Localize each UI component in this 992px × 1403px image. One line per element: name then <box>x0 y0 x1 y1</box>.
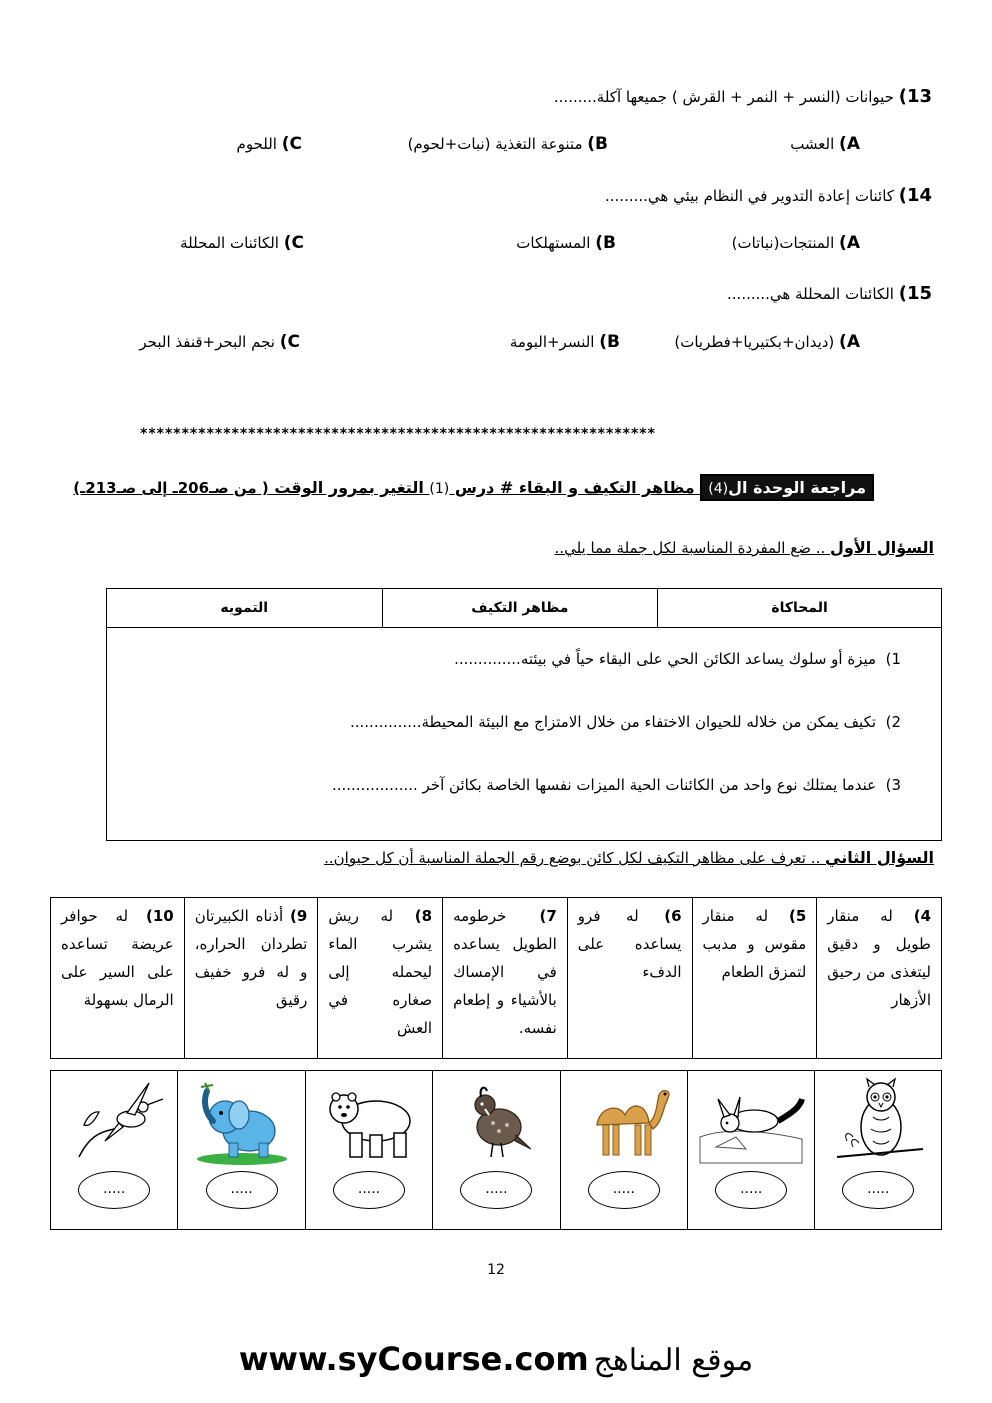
statement-10: 10) له حوافر عريضة تساعده على السير على الرمال بسهولة <box>51 898 185 1059</box>
section1-heading <box>555 538 934 557</box>
section2-heading <box>324 848 934 867</box>
option-a[interactable]: A) (ديدان+بكتيريا+فطريات) <box>674 332 860 352</box>
question-14 <box>605 185 932 206</box>
answer-oval[interactable]: ..... <box>333 1171 405 1209</box>
question-text: الكائنات المحللة هي......... <box>727 285 899 303</box>
quail-icon <box>441 1077 551 1165</box>
word-adaptation[interactable]: مظاهر التكيف <box>382 589 658 628</box>
question-number: 15) <box>898 283 932 304</box>
animal-camel <box>560 1071 687 1230</box>
page-number: 12 <box>487 1262 505 1278</box>
sentence-1[interactable]: 1) ميزة أو سلوك يساعد الكائن الحي على البقاء حياً في بيئته.............. <box>454 650 901 668</box>
statement-9: 9) أذناه الكبيرتان تطردان الحراره، و له فرو خفيف رقيق <box>184 898 318 1059</box>
statement-8: 8) له ريش يشرب الماء ليحمله إلى صغاره في العش <box>318 898 443 1059</box>
option-a[interactable]: A) العشب <box>790 134 860 154</box>
adaptations-table <box>50 897 942 1059</box>
sentence-2[interactable]: 2) تكيف يمكن من خلاله للحيوان الاختفاء من خلال الامتزاج مع البيئة المحيطة............... <box>349 713 901 731</box>
option-b[interactable]: B) متنوعة التغذية (نبات+لحوم) <box>407 134 608 154</box>
answer-oval[interactable]: ..... <box>206 1171 278 1209</box>
owl-icon <box>823 1077 933 1165</box>
answer-oval[interactable]: ..... <box>78 1171 150 1209</box>
statement-5: 5) له منقار مقوس و مدبب لتمزق الطعام <box>692 898 817 1059</box>
sentence-3[interactable]: 3) عندما يمتلك نوع واحد من الكائنات الحية الميزات نفسها الخاصة بكائن آخر .................. <box>331 776 901 794</box>
elephant-icon <box>187 1077 297 1165</box>
option-b[interactable]: B) النسر+البومة <box>509 332 620 352</box>
animal-quail <box>433 1071 560 1230</box>
animals-table <box>50 1070 942 1230</box>
question-13 <box>554 86 932 107</box>
question-number: 13) <box>898 86 932 107</box>
hummingbird-icon <box>59 1077 169 1165</box>
statement-6: 6) له فرو يساعده على الدفء <box>567 898 692 1059</box>
section-instruction: .. تعرف على مظاهر التكيف لكل كائن بوضع رقم الجملة المناسبة أن كل حيوان.. <box>324 849 826 867</box>
animal-owl <box>815 1071 942 1230</box>
question-text: حيوانات (النسر + النمر + القرش ) جميعها آكلة......... <box>553 88 899 106</box>
word-mimicry[interactable]: المحاكاة <box>658 589 942 628</box>
question-number: 14) <box>898 185 932 206</box>
separator: ************************************************************** <box>140 426 656 442</box>
statement-7: 7) خرطومه الطويل يساعده في الإمساك بالأشياء و إطعام نفسه. <box>443 898 568 1059</box>
option-c[interactable]: C) نجم البحر+قنفذ البحر <box>139 332 300 352</box>
animal-fennec-fox <box>688 1071 815 1230</box>
answer-oval[interactable]: ..... <box>842 1171 914 1209</box>
animal-polar-bear <box>305 1071 432 1230</box>
unit-title: مراجعة الوحدة ال(4) مظاهر التكيف و البقاء # درس (1) التغير بمرور الوقت ( من صـ206ـ إلى صـ213ـ) <box>73 478 874 497</box>
section-label: السؤال الثاني <box>825 848 934 867</box>
fennec-fox-icon <box>696 1077 806 1165</box>
option-b[interactable]: B) المستهلكات <box>516 233 616 253</box>
option-a[interactable]: A) المنتجات(نباتات) <box>731 233 860 253</box>
footer <box>0 1340 992 1378</box>
answer-oval[interactable]: ..... <box>460 1171 532 1209</box>
vocabulary-table <box>106 588 942 841</box>
option-c[interactable]: C) الكائنات المحللة <box>180 233 304 253</box>
camel-icon <box>569 1077 679 1165</box>
section-label: السؤال الأول <box>830 538 934 557</box>
option-c[interactable]: C) اللحوم <box>236 134 302 154</box>
section-instruction: .. ضع المفردة المناسبة لكل جملة مما يلي.. <box>554 539 831 557</box>
question-15 <box>727 283 932 304</box>
statement-4: 4) له منقار طويل و دقيق ليتغذى من رحيق الأزهار <box>817 898 942 1059</box>
word-camouflage[interactable]: التمويه <box>107 589 383 628</box>
animal-hummingbird <box>51 1071 178 1230</box>
answer-oval[interactable]: ..... <box>715 1171 787 1209</box>
unit-label: مراجعة الوحدة ال(4) <box>700 474 874 501</box>
animal-elephant <box>178 1071 305 1230</box>
site-name: موقع المناهج <box>593 1343 754 1378</box>
question-text: كائنات إعادة التدوير في النظام بيئي هي......... <box>605 187 899 205</box>
polar-bear-icon <box>314 1077 424 1165</box>
site-url[interactable]: www.syCourse.com <box>238 1340 589 1378</box>
answer-oval[interactable]: ..... <box>588 1171 660 1209</box>
sentences-cell <box>107 628 942 841</box>
